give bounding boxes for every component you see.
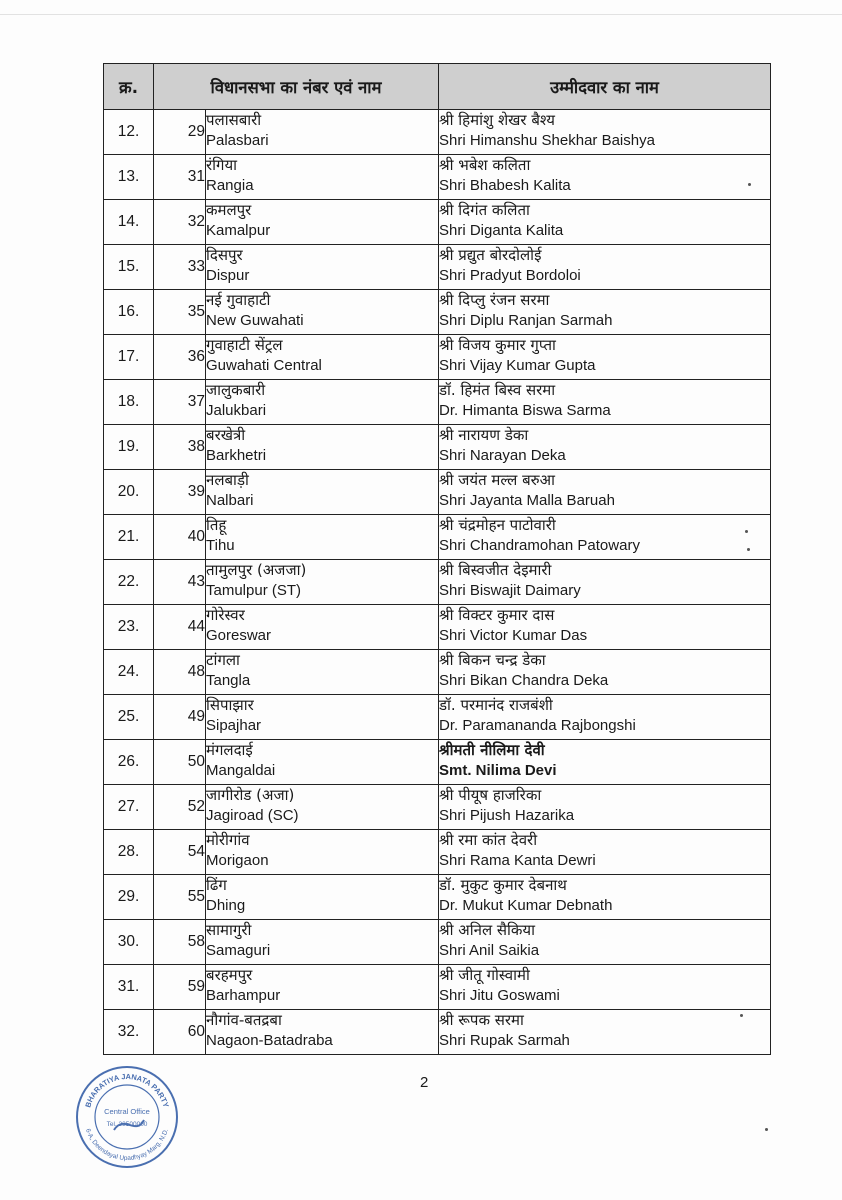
candidate-name-cell bbox=[439, 965, 771, 1010]
candidate-name-hindi: श्री विजय कुमार गुप्ता bbox=[439, 336, 556, 354]
candidate-name-english: Smt. Nilima Devi bbox=[439, 762, 557, 779]
candidate-table bbox=[103, 63, 771, 1055]
table-row bbox=[104, 110, 771, 155]
constituency-name-hindi: कमलपुर bbox=[206, 201, 252, 219]
candidate-name-cell bbox=[439, 785, 771, 830]
serial-number: 31. bbox=[104, 965, 154, 1010]
header-constituency: विधानसभा का नंबर एवं नाम bbox=[154, 64, 439, 110]
serial-number: 17. bbox=[104, 335, 154, 380]
table-row bbox=[104, 740, 771, 785]
top-divider bbox=[0, 14, 842, 15]
candidate-name-hindi: श्री जीतू गोस्वामी bbox=[439, 966, 530, 984]
constituency-number: 55 bbox=[154, 875, 206, 920]
constituency-name-hindi: मंगलदाई bbox=[206, 741, 253, 759]
candidate-name-english: Shri Rupak Sarmah bbox=[439, 1032, 570, 1049]
constituency-name-english: Palasbari bbox=[206, 132, 269, 149]
serial-number: 24. bbox=[104, 650, 154, 695]
constituency-name-english: Dispur bbox=[206, 267, 250, 284]
candidate-name-english: Shri Chandramohan Patowary bbox=[439, 537, 640, 554]
header-candidate: उम्मीदवार का नाम bbox=[439, 64, 771, 110]
constituency-name-hindi: सामागुरी bbox=[206, 921, 252, 939]
candidate-name-cell bbox=[439, 560, 771, 605]
constituency-name-cell bbox=[206, 110, 439, 155]
constituency-number: 33 bbox=[154, 245, 206, 290]
candidate-name-english: Shri Pijush Hazarika bbox=[439, 807, 575, 824]
seal-tel-text: Tel. 23500000 bbox=[106, 1121, 148, 1128]
constituency-name-hindi: गोरेस्वर bbox=[206, 606, 245, 624]
candidate-name-english: Shri Jitu Goswami bbox=[439, 987, 560, 1004]
candidate-name-english: Shri Rama Kanta Dewri bbox=[439, 852, 596, 869]
candidate-name-cell bbox=[439, 200, 771, 245]
constituency-name-english: Goreswar bbox=[206, 627, 272, 644]
seal-bottom-text: 6-A, Deendayal Upadhyay Marg, N.D. bbox=[83, 1127, 171, 1163]
candidate-name-english: Shri Diplu Ranjan Sarmah bbox=[439, 312, 613, 329]
table-row bbox=[104, 830, 771, 875]
scan-speck bbox=[745, 530, 748, 533]
constituency-name-english: Jalukbari bbox=[206, 402, 267, 419]
constituency-name-hindi: ढिंग bbox=[206, 876, 227, 894]
candidate-name-hindi: श्री प्रद्युत बोरदोलोई bbox=[439, 246, 542, 264]
candidate-name-hindi: श्री पीयूष हाजरिका bbox=[439, 786, 542, 804]
table-row bbox=[104, 245, 771, 290]
constituency-number: 59 bbox=[154, 965, 206, 1010]
candidate-name-cell bbox=[439, 470, 771, 515]
constituency-name-cell bbox=[206, 920, 439, 965]
constituency-number: 38 bbox=[154, 425, 206, 470]
constituency-name-english: Jagiroad (SC) bbox=[206, 807, 299, 824]
constituency-number: 50 bbox=[154, 740, 206, 785]
table-row bbox=[104, 200, 771, 245]
candidate-name-cell bbox=[439, 695, 771, 740]
table-row bbox=[104, 875, 771, 920]
candidate-name-cell bbox=[439, 290, 771, 335]
serial-number: 29. bbox=[104, 875, 154, 920]
table-header-row bbox=[104, 64, 771, 110]
candidate-name-english: Shri Himanshu Shekhar Baishya bbox=[439, 132, 655, 149]
constituency-name-hindi: रंगिया bbox=[206, 156, 238, 174]
candidate-name-english: Dr. Himanta Biswa Sarma bbox=[439, 402, 611, 419]
constituency-name-hindi: जागीरोड (अजा) bbox=[206, 786, 295, 804]
candidate-name-cell bbox=[439, 515, 771, 560]
scan-speck bbox=[747, 548, 750, 551]
constituency-name-hindi: सिपाझार bbox=[206, 696, 254, 714]
candidate-name-hindi: श्री बिस्वजीत देइमारी bbox=[439, 561, 552, 579]
table-row bbox=[104, 695, 771, 740]
candidate-name-hindi: श्री दिप्लु रंजन सरमा bbox=[439, 291, 550, 309]
constituency-name-english: Rangia bbox=[206, 177, 254, 194]
constituency-name-cell bbox=[206, 290, 439, 335]
constituency-name-english: Mangaldai bbox=[206, 762, 276, 779]
party-seal-stamp bbox=[74, 1064, 180, 1170]
constituency-name-hindi: तिहू bbox=[206, 516, 227, 534]
constituency-name-cell bbox=[206, 875, 439, 920]
constituency-name-cell bbox=[206, 335, 439, 380]
constituency-name-cell bbox=[206, 740, 439, 785]
candidate-name-hindi: श्री रमा कांत देवरी bbox=[439, 831, 538, 849]
constituency-number: 32 bbox=[154, 200, 206, 245]
constituency-name-cell bbox=[206, 830, 439, 875]
serial-number: 20. bbox=[104, 470, 154, 515]
candidate-name-hindi: श्री रूपक सरमा bbox=[439, 1011, 524, 1029]
candidate-name-english: Dr. Paramananda Rajbongshi bbox=[439, 717, 636, 734]
page-number: 2 bbox=[420, 1074, 429, 1091]
candidate-name-english: Shri Anil Saikia bbox=[439, 942, 540, 959]
scan-speck bbox=[765, 1128, 768, 1131]
candidate-name-cell bbox=[439, 380, 771, 425]
constituency-name-hindi: टांगला bbox=[206, 651, 240, 669]
constituency-name-cell bbox=[206, 470, 439, 515]
serial-number: 32. bbox=[104, 1010, 154, 1055]
table-row bbox=[104, 155, 771, 200]
candidate-name-cell bbox=[439, 650, 771, 695]
constituency-number: 35 bbox=[154, 290, 206, 335]
constituency-name-hindi: नलबाड़ी bbox=[206, 471, 249, 489]
candidate-name-english: Shri Pradyut Bordoloi bbox=[439, 267, 581, 284]
table-row bbox=[104, 605, 771, 650]
serial-number: 28. bbox=[104, 830, 154, 875]
table-row bbox=[104, 425, 771, 470]
constituency-name-cell bbox=[206, 245, 439, 290]
constituency-number: 39 bbox=[154, 470, 206, 515]
constituency-name-hindi: मोरीगांव bbox=[206, 831, 250, 849]
header-serial: क्र. bbox=[104, 64, 154, 110]
scan-speck bbox=[740, 1014, 743, 1017]
candidate-name-hindi: श्रीमती नीलिमा देवी bbox=[439, 741, 545, 759]
constituency-name-english: Morigaon bbox=[206, 852, 269, 869]
constituency-name-cell bbox=[206, 605, 439, 650]
seal-middle-text: Central Office bbox=[104, 1107, 150, 1116]
constituency-name-hindi: पलासबारी bbox=[206, 111, 262, 129]
constituency-name-hindi: जालुकबारी bbox=[206, 381, 266, 399]
candidate-name-hindi: श्री चंद्रमोहन पाटोवारी bbox=[439, 516, 556, 534]
candidate-name-cell bbox=[439, 875, 771, 920]
candidate-name-hindi: श्री बिकन चन्द्र डेका bbox=[439, 651, 546, 669]
candidate-name-cell bbox=[439, 110, 771, 155]
serial-number: 22. bbox=[104, 560, 154, 605]
candidate-name-english: Shri Jayanta Malla Baruah bbox=[439, 492, 615, 509]
serial-number: 19. bbox=[104, 425, 154, 470]
candidate-name-cell bbox=[439, 155, 771, 200]
constituency-number: 40 bbox=[154, 515, 206, 560]
serial-number: 16. bbox=[104, 290, 154, 335]
constituency-number: 43 bbox=[154, 560, 206, 605]
constituency-name-hindi: दिसपुर bbox=[206, 246, 243, 264]
candidate-name-cell bbox=[439, 605, 771, 650]
table-row bbox=[104, 290, 771, 335]
candidate-name-english: Shri Bikan Chandra Deka bbox=[439, 672, 609, 689]
constituency-name-english: Dhing bbox=[206, 897, 246, 914]
candidate-name-hindi: डॉ. परमानंद राजबंशी bbox=[439, 696, 553, 714]
serial-number: 30. bbox=[104, 920, 154, 965]
candidate-name-hindi: श्री अनिल सैकिया bbox=[439, 921, 536, 939]
constituency-name-english: Samaguri bbox=[206, 942, 271, 959]
constituency-name-cell bbox=[206, 155, 439, 200]
constituency-number: 44 bbox=[154, 605, 206, 650]
constituency-name-cell bbox=[206, 515, 439, 560]
table-row bbox=[104, 1010, 771, 1055]
constituency-number: 31 bbox=[154, 155, 206, 200]
candidate-name-english: Shri Diganta Kalita bbox=[439, 222, 564, 239]
constituency-number: 48 bbox=[154, 650, 206, 695]
constituency-number: 29 bbox=[154, 110, 206, 155]
constituency-name-hindi: बरखेत्री bbox=[206, 426, 246, 444]
table-row bbox=[104, 560, 771, 605]
candidate-name-cell bbox=[439, 425, 771, 470]
candidate-name-hindi: श्री दिगंत कलिता bbox=[439, 201, 530, 219]
table-row bbox=[104, 335, 771, 380]
seal-top-text: BHARATIYA JANATA PARTY bbox=[83, 1071, 171, 1109]
constituency-name-cell bbox=[206, 560, 439, 605]
candidate-name-english: Shri Biswajit Daimary bbox=[439, 582, 581, 599]
constituency-name-english: Tamulpur (ST) bbox=[206, 582, 302, 599]
constituency-number: 54 bbox=[154, 830, 206, 875]
table-row bbox=[104, 965, 771, 1010]
constituency-name-cell bbox=[206, 380, 439, 425]
candidate-name-hindi: श्री हिमांशु शेखर बैश्य bbox=[439, 111, 555, 129]
serial-number: 23. bbox=[104, 605, 154, 650]
serial-number: 14. bbox=[104, 200, 154, 245]
constituency-name-english: Sipajhar bbox=[206, 717, 262, 734]
candidate-name-hindi: डॉ. मुकुट कुमार देबनाथ bbox=[439, 876, 567, 894]
table-row bbox=[104, 920, 771, 965]
constituency-number: 60 bbox=[154, 1010, 206, 1055]
constituency-number: 37 bbox=[154, 380, 206, 425]
constituency-name-cell bbox=[206, 1010, 439, 1055]
candidate-name-hindi: श्री विक्टर कुमार दास bbox=[439, 606, 555, 624]
candidate-name-cell bbox=[439, 920, 771, 965]
constituency-name-cell bbox=[206, 695, 439, 740]
candidate-name-cell bbox=[439, 335, 771, 380]
serial-number: 13. bbox=[104, 155, 154, 200]
constituency-name-hindi: नई गुवाहाटी bbox=[206, 291, 271, 309]
serial-number: 18. bbox=[104, 380, 154, 425]
serial-number: 26. bbox=[104, 740, 154, 785]
candidate-name-english: Shri Bhabesh Kalita bbox=[439, 177, 571, 194]
constituency-name-english: Tihu bbox=[206, 537, 235, 554]
constituency-number: 49 bbox=[154, 695, 206, 740]
constituency-name-english: Kamalpur bbox=[206, 222, 271, 239]
candidate-name-hindi: डॉ. हिमंत बिस्व सरमा bbox=[439, 381, 556, 399]
constituency-name-hindi: नौगांव-बतद्रबा bbox=[206, 1011, 282, 1029]
candidate-name-cell bbox=[439, 830, 771, 875]
constituency-name-cell bbox=[206, 425, 439, 470]
candidate-name-hindi: श्री जयंत मल्ल बरुआ bbox=[439, 471, 555, 489]
candidate-name-english: Dr. Mukut Kumar Debnath bbox=[439, 897, 613, 914]
serial-number: 21. bbox=[104, 515, 154, 560]
candidate-name-english: Shri Victor Kumar Das bbox=[439, 627, 588, 644]
constituency-name-english: Guwahati Central bbox=[206, 357, 322, 374]
serial-number: 27. bbox=[104, 785, 154, 830]
constituency-name-cell bbox=[206, 965, 439, 1010]
candidate-name-english: Shri Narayan Deka bbox=[439, 447, 566, 464]
constituency-number: 36 bbox=[154, 335, 206, 380]
serial-number: 12. bbox=[104, 110, 154, 155]
constituency-name-english: New Guwahati bbox=[206, 312, 304, 329]
constituency-number: 58 bbox=[154, 920, 206, 965]
candidate-name-english: Shri Vijay Kumar Gupta bbox=[439, 357, 596, 374]
constituency-number: 52 bbox=[154, 785, 206, 830]
constituency-name-cell bbox=[206, 650, 439, 695]
table-row bbox=[104, 785, 771, 830]
constituency-name-english: Nagaon-Batadraba bbox=[206, 1032, 333, 1049]
candidate-name-hindi: श्री नारायण डेका bbox=[439, 426, 529, 444]
constituency-name-hindi: तामुलपुर (अजजा) bbox=[206, 561, 307, 579]
candidate-name-cell bbox=[439, 1010, 771, 1055]
scan-speck bbox=[748, 183, 751, 186]
constituency-name-hindi: गुवाहाटी सेंट्रल bbox=[206, 336, 283, 354]
serial-number: 15. bbox=[104, 245, 154, 290]
constituency-name-cell bbox=[206, 785, 439, 830]
table-row bbox=[104, 380, 771, 425]
candidate-name-cell bbox=[439, 740, 771, 785]
serial-number: 25. bbox=[104, 695, 154, 740]
candidate-name-hindi: श्री भबेश कलिता bbox=[439, 156, 531, 174]
candidate-name-cell bbox=[439, 245, 771, 290]
constituency-name-english: Barkhetri bbox=[206, 447, 267, 464]
constituency-name-cell bbox=[206, 200, 439, 245]
constituency-name-english: Barhampur bbox=[206, 987, 281, 1004]
constituency-name-hindi: बरहमपुर bbox=[206, 966, 253, 984]
constituency-name-english: Tangla bbox=[206, 672, 251, 689]
table-row bbox=[104, 650, 771, 695]
constituency-name-english: Nalbari bbox=[206, 492, 254, 509]
table-row bbox=[104, 515, 771, 560]
table-row bbox=[104, 470, 771, 515]
